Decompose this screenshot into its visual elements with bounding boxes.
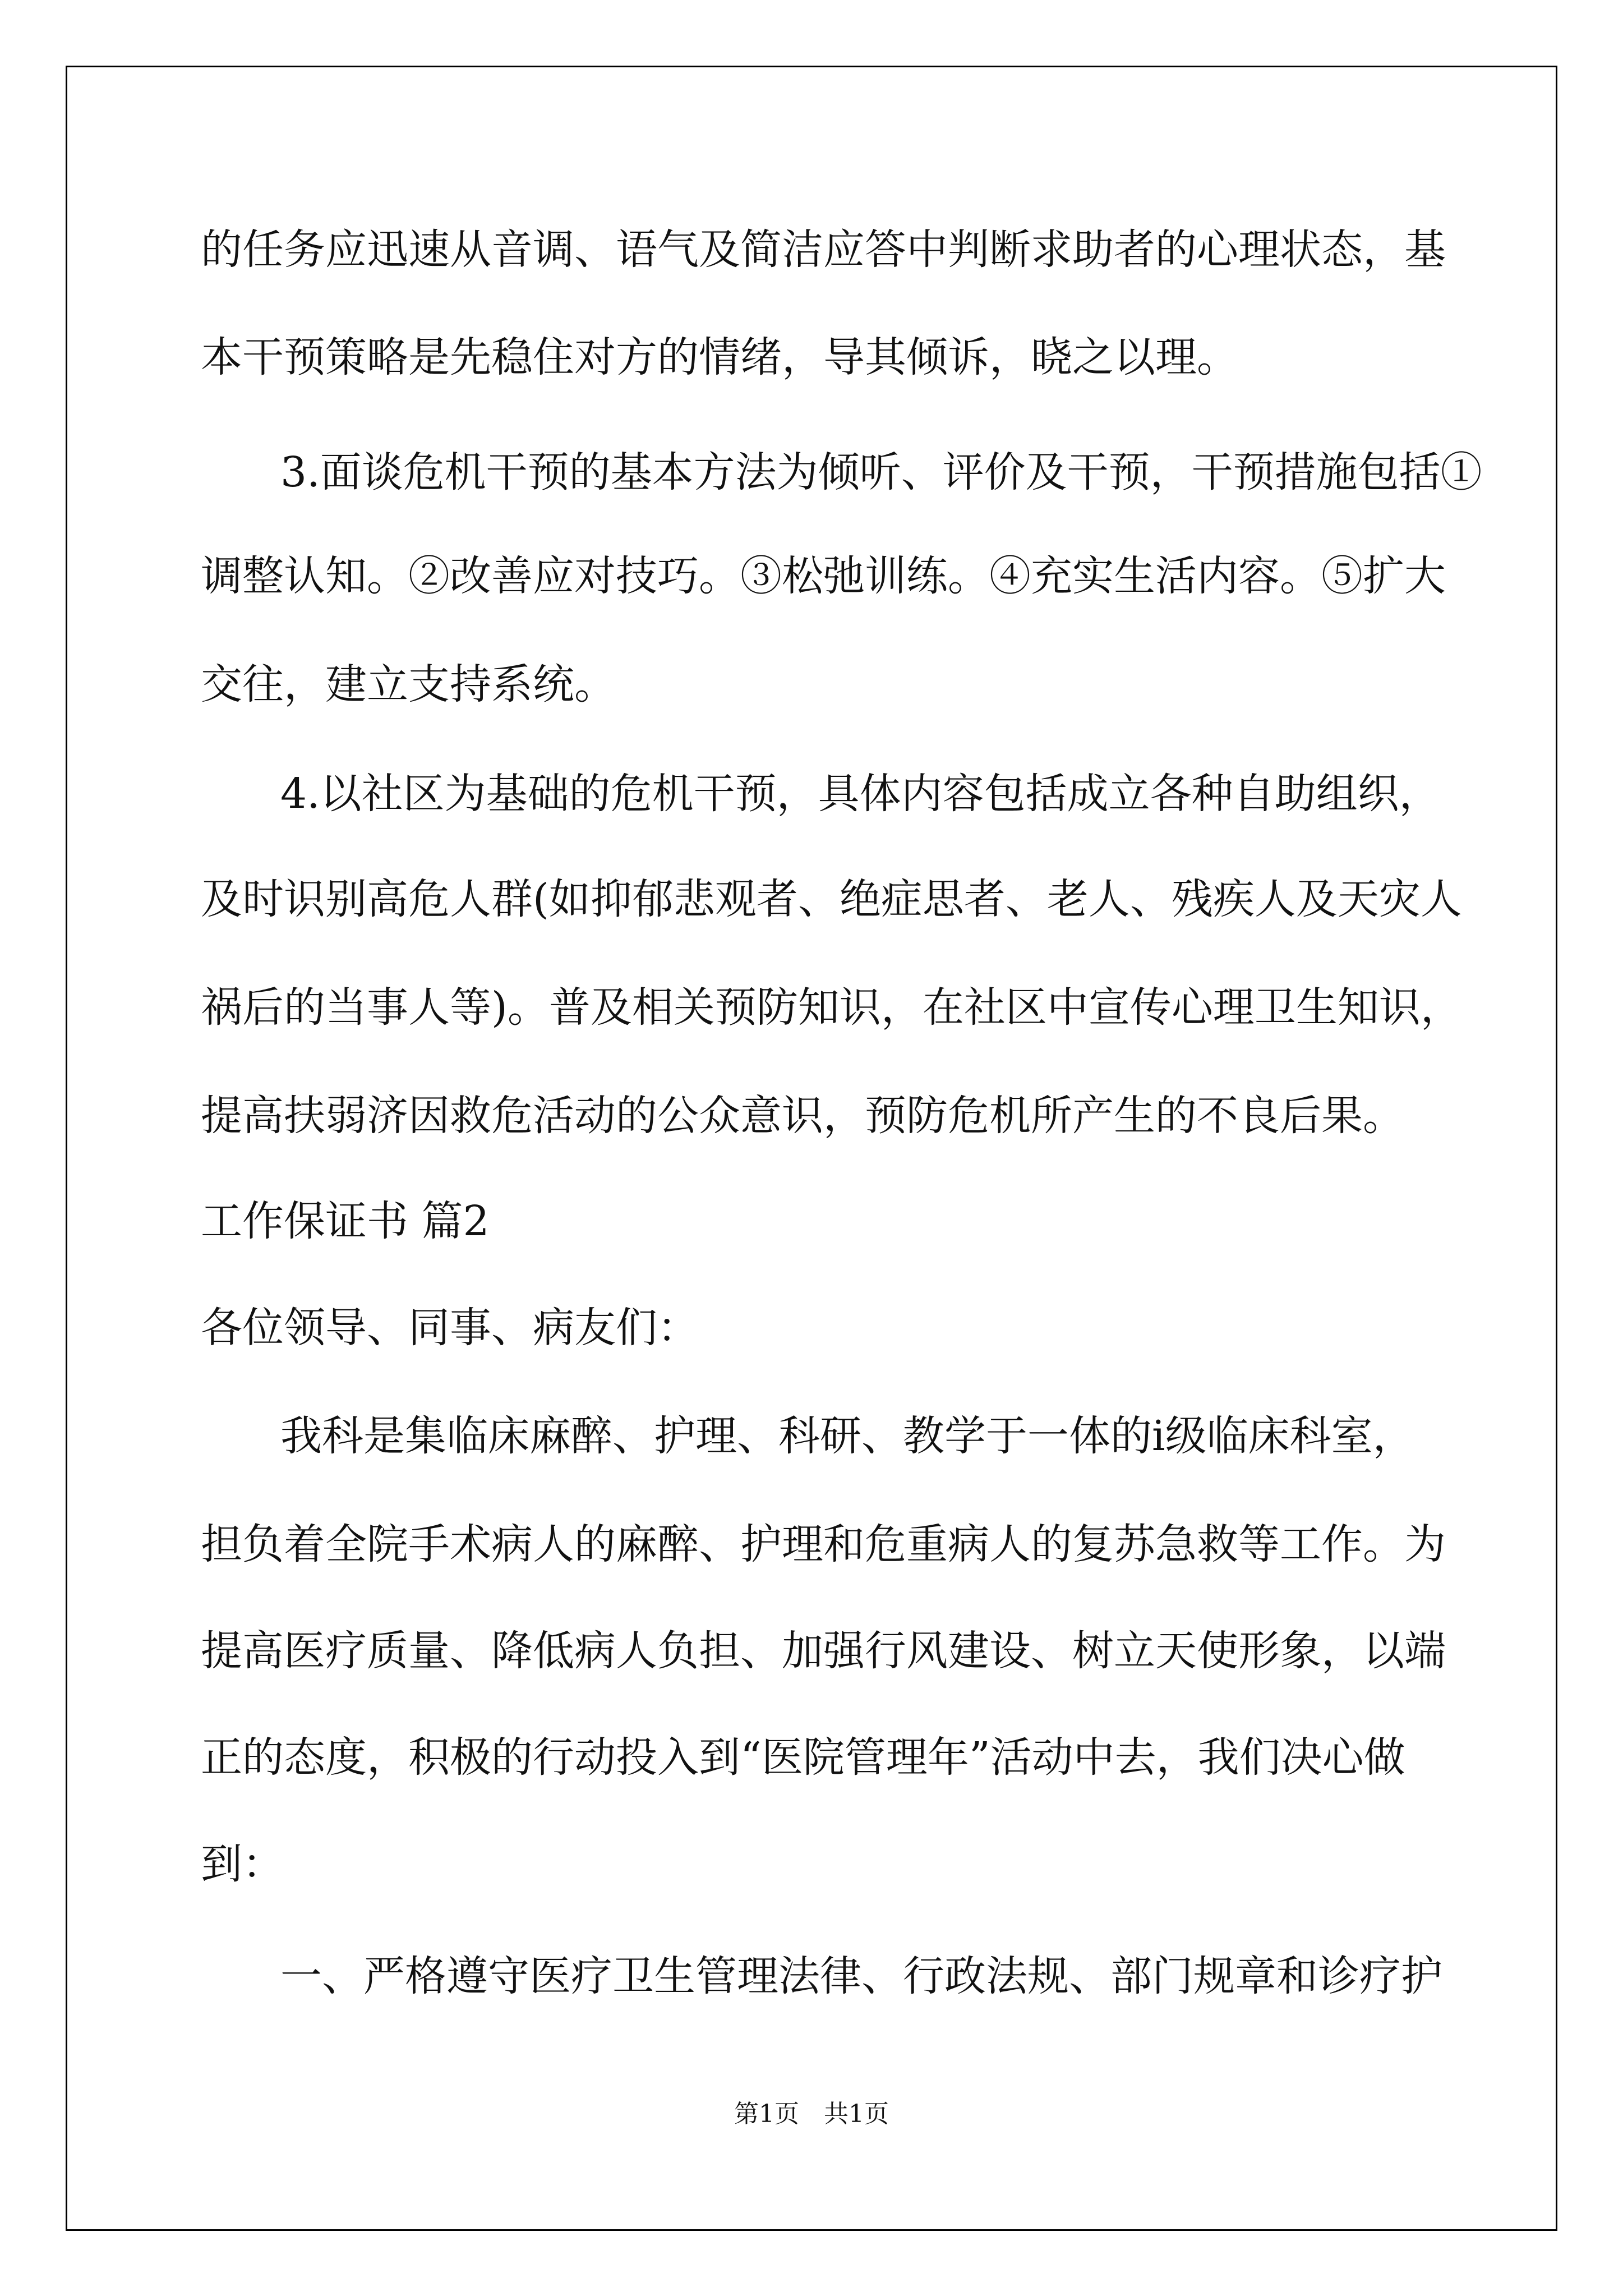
text-line: 提高医疗质量、降低病人负担、加强行风建设、树立天使形象，以端 xyxy=(201,1627,1446,1675)
text-line: 本干预策略是先稳住对方的情绪，导其倾诉，晓之以理。 xyxy=(201,333,1238,381)
text-line: 到： xyxy=(201,1840,284,1888)
text-line: 我科是集临床麻醉、护理、科研、教学于一体的ⅰ级临床科室， xyxy=(280,1412,1414,1460)
text-line: 3.面谈危机干预的基本方法为倾听、评价及干预，干预措施包括① xyxy=(280,448,1482,496)
page-footer: 第1页 共1页 xyxy=(734,2100,889,2128)
text-line: 交往，建立支持系统。 xyxy=(201,660,616,708)
text-line: 一、严格遵守医疗卫生管理法律、行政法规、部门规章和诊疗护 xyxy=(280,1952,1442,2000)
text-line: 正的态度，积极的行动投入到“医院管理年”活动中去，我们决心做 xyxy=(201,1733,1405,1782)
text-line: 祸后的当事人等)。普及相关预防知识，在社区中宣传心理卫生知识， xyxy=(201,983,1462,1032)
text-line: 调整认知。②改善应对技巧。③松弛训练。④充实生活内容。⑤扩大 xyxy=(201,552,1446,600)
page-border xyxy=(66,66,1557,2231)
text-line: 4.以社区为基础的危机干预，具体内容包括成立各种自助组织， xyxy=(280,770,1441,818)
text-line: 的任务应迅速从音调、语气及简洁应答中判断求助者的心理状态，基 xyxy=(201,226,1446,274)
text-line: 担负着全院手术病人的麻醉、护理和危重病人的复苏急救等工作。为 xyxy=(201,1520,1446,1568)
text-line: 及时识别高危人群(如抑郁悲观者、绝症思者、老人、残疾人及天灾人 xyxy=(201,875,1462,923)
salutation: 各位领导、同事、病友们： xyxy=(201,1304,699,1352)
section-heading: 工作保证书 篇2 xyxy=(201,1197,490,1245)
text-line: 提高扶弱济因救危活动的公众意识，预防危机所产生的不良后果。 xyxy=(201,1092,1404,1140)
